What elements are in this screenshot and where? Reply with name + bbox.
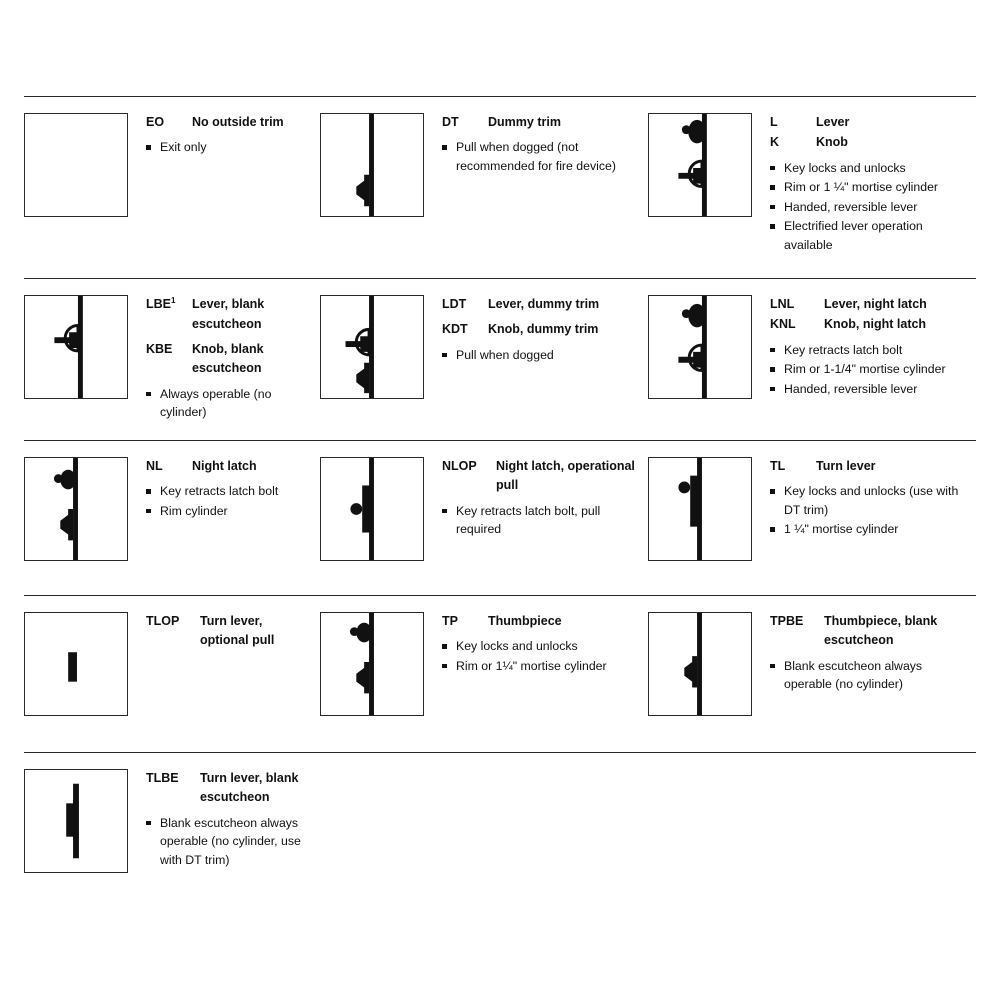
footnote-marker: 1 bbox=[171, 296, 176, 305]
trim-artwork bbox=[320, 441, 424, 561]
trim-code: K bbox=[770, 135, 780, 150]
trim-name: Dummy trim bbox=[488, 115, 561, 129]
bullet-item: Rim cylinder bbox=[146, 502, 312, 520]
trim-code: DT bbox=[442, 115, 459, 129]
trim-name: Knob, night latch bbox=[824, 317, 927, 332]
trim-artwork bbox=[320, 97, 424, 217]
trim-name: Lever bbox=[816, 115, 850, 129]
trim-bullets bbox=[146, 138, 312, 156]
turn-lever-icon bbox=[649, 458, 751, 560]
trim-code: KDT bbox=[442, 322, 468, 337]
trim-description bbox=[128, 753, 320, 885]
trim-option-cell bbox=[24, 97, 320, 217]
trim-code-row bbox=[146, 612, 312, 651]
art-turn-lever-blank-escutcheon bbox=[24, 769, 128, 873]
thumbpiece-icon bbox=[321, 613, 423, 715]
trim-code-row bbox=[442, 320, 640, 339]
trim-name: Knob, dummy trim bbox=[488, 322, 599, 337]
bullet-item: Key locks and unlocks (use with DT trim) bbox=[770, 482, 968, 519]
trim-code: NLOP bbox=[442, 459, 477, 473]
trim-code: TPBE bbox=[770, 614, 804, 628]
trim-artwork bbox=[648, 596, 752, 716]
trim-code: EO bbox=[146, 115, 165, 129]
trim-artwork bbox=[24, 753, 128, 873]
trim-code: TLBE bbox=[146, 771, 179, 785]
bullet-item: 1 ¼" mortise cylinder bbox=[770, 520, 968, 538]
art-dummy-trim bbox=[320, 113, 424, 217]
trim-description bbox=[128, 279, 320, 438]
trim-name: Knob, blank escutcheon bbox=[192, 341, 264, 376]
trim-option-cell bbox=[24, 753, 320, 885]
trim-code-row bbox=[770, 133, 968, 152]
trim-code: TLOP bbox=[146, 614, 180, 628]
trim-code: LNL bbox=[770, 297, 795, 311]
trim-code-row bbox=[146, 113, 312, 132]
trim-code-row bbox=[770, 315, 968, 334]
trim-bullets bbox=[442, 346, 640, 364]
bullet-item: Electrified lever operation available bbox=[770, 217, 968, 254]
bullet-item: Blank escutcheon always operable (no cylinder, use with DT trim) bbox=[146, 814, 312, 869]
thumbpiece-blank-escutcheon-icon bbox=[649, 613, 751, 715]
trim-description bbox=[752, 279, 976, 414]
trim-artwork bbox=[24, 97, 128, 217]
trim-name: Knob bbox=[816, 135, 848, 150]
trim-artwork bbox=[24, 596, 128, 716]
trim-code: TP bbox=[442, 614, 458, 628]
trim-description bbox=[128, 441, 320, 536]
trim-code-row bbox=[770, 612, 968, 651]
trim-option-cell bbox=[320, 596, 648, 716]
trim-option-cell bbox=[648, 97, 976, 270]
trim-artwork bbox=[648, 279, 752, 399]
trim-name: Thumbpiece bbox=[488, 614, 562, 628]
trim-description bbox=[752, 441, 976, 555]
bullet-item: Key locks and unlocks bbox=[442, 637, 640, 655]
art-lever-cylinder bbox=[648, 113, 752, 217]
trim-name: Night latch, operational pull bbox=[496, 459, 635, 493]
bullet-item: Always operable (no cylinder) bbox=[146, 385, 312, 422]
trim-option-cell bbox=[648, 279, 976, 414]
trim-bullets bbox=[770, 159, 968, 254]
trim-code-row bbox=[770, 457, 968, 476]
trim-name: Turn lever, blank escutcheon bbox=[200, 771, 299, 805]
trim-artwork bbox=[24, 441, 128, 561]
bullet-item: Handed, reversible lever bbox=[770, 380, 968, 398]
night-latch-op-pull-icon bbox=[321, 458, 423, 560]
trim-description bbox=[128, 596, 320, 652]
chart-row bbox=[24, 278, 976, 438]
art-lever-night-latch bbox=[648, 295, 752, 399]
trim-name: Lever, night latch bbox=[824, 297, 927, 311]
bullet-item: Pull when dogged (not recommended for fire device) bbox=[442, 138, 640, 175]
trim-bullets bbox=[770, 341, 968, 398]
trim-option-cell bbox=[320, 97, 648, 217]
trim-description bbox=[752, 596, 976, 710]
trim-description bbox=[424, 97, 648, 191]
lever-cylinder-icon bbox=[649, 114, 751, 216]
trim-code: TL bbox=[770, 459, 786, 473]
bullet-item: Pull when dogged bbox=[442, 346, 640, 364]
chart-row bbox=[24, 96, 976, 270]
trim-name: Turn lever, optional pull bbox=[200, 614, 275, 648]
bullet-item: Exit only bbox=[146, 138, 312, 156]
turn-lever-blank-escutcheon-icon bbox=[25, 770, 127, 872]
trim-option-cell bbox=[648, 441, 976, 561]
trim-description bbox=[128, 97, 320, 173]
trim-code: LBE$^1$ bbox=[146, 296, 176, 312]
night-latch-icon bbox=[25, 458, 127, 560]
trim-code-row bbox=[442, 295, 640, 314]
bullet-item: Rim or 1 ¼" mortise cylinder bbox=[770, 178, 968, 196]
trim-code-row bbox=[442, 113, 640, 132]
trim-option-cell bbox=[320, 441, 648, 561]
art-thumbpiece bbox=[320, 612, 424, 716]
dummy-trim-icon bbox=[321, 114, 423, 216]
trim-name: Night latch bbox=[192, 459, 257, 473]
trim-artwork bbox=[648, 97, 752, 217]
bullet-item: Handed, reversible lever bbox=[770, 198, 968, 216]
lever-dummy-trim-icon bbox=[321, 296, 423, 398]
trim-code: LDT bbox=[442, 297, 467, 311]
trim-artwork bbox=[24, 279, 128, 399]
lever-blank-escutcheon-icon bbox=[25, 296, 127, 398]
chart-row bbox=[24, 752, 976, 885]
trim-code-row bbox=[146, 340, 312, 379]
bullet-item: Blank escutcheon always operable (no cylinder) bbox=[770, 657, 968, 694]
trim-option-cell bbox=[24, 596, 320, 716]
art-thumbpiece-blank-escutcheon bbox=[648, 612, 752, 716]
trim-code: NL bbox=[146, 459, 163, 473]
trim-option-cell bbox=[24, 441, 320, 561]
art-turn-lever-optional-pull bbox=[24, 612, 128, 716]
bullet-item: Key retracts latch bolt bbox=[146, 482, 312, 500]
art-lever-dummy-trim bbox=[320, 295, 424, 399]
art-blank bbox=[24, 113, 128, 217]
trim-description bbox=[752, 97, 976, 270]
trim-option-cell bbox=[24, 279, 320, 438]
trim-name: Lever, dummy trim bbox=[488, 297, 600, 311]
bullet-item: Key retracts latch bolt bbox=[770, 341, 968, 359]
trim-code-row bbox=[770, 113, 968, 132]
bullet-item: Rim or 1¼" mortise cylinder bbox=[442, 657, 640, 675]
turn-lever-optional-pull-icon bbox=[25, 613, 127, 715]
trim-code: KNL bbox=[770, 317, 796, 332]
trim-bullets bbox=[146, 814, 312, 869]
trim-code-row bbox=[146, 457, 312, 476]
trim-name: Thumbpiece, blank escutcheon bbox=[824, 614, 938, 648]
trim-bullets bbox=[770, 657, 968, 694]
trim-bullets bbox=[442, 502, 640, 539]
bullet-item: Key locks and unlocks bbox=[770, 159, 968, 177]
trim-code-row bbox=[442, 612, 640, 631]
trim-bullets bbox=[442, 637, 640, 675]
trim-code-row bbox=[146, 295, 312, 334]
art-turn-lever bbox=[648, 457, 752, 561]
trim-code: KBE bbox=[146, 341, 173, 356]
art-lever-blank-escutcheon bbox=[24, 295, 128, 399]
chart-row bbox=[24, 595, 976, 716]
trim-artwork bbox=[320, 279, 424, 399]
trim-description bbox=[424, 279, 648, 380]
art-night-latch-operational-pull bbox=[320, 457, 424, 561]
trim-name: Turn lever bbox=[816, 459, 876, 473]
trim-bullets bbox=[770, 482, 968, 538]
trim-option-cell bbox=[648, 596, 976, 716]
trim-description bbox=[424, 596, 648, 691]
trim-artwork bbox=[320, 596, 424, 716]
chart-row bbox=[24, 440, 976, 561]
trim-bullets bbox=[442, 138, 640, 175]
trim-code-row bbox=[442, 457, 640, 496]
bullet-item: Key retracts latch bolt, pull required bbox=[442, 502, 640, 539]
trim-name: No outside trim bbox=[192, 115, 284, 129]
trim-bullets bbox=[146, 482, 312, 520]
art-night-latch bbox=[24, 457, 128, 561]
lever-night-latch-icon bbox=[649, 296, 751, 398]
trim-code-row bbox=[770, 295, 968, 314]
trim-description bbox=[424, 441, 648, 555]
trim-artwork bbox=[648, 441, 752, 561]
trim-code: L bbox=[770, 115, 778, 129]
trim-bullets bbox=[146, 385, 312, 422]
trim-option-cell bbox=[320, 279, 648, 399]
trim-name: Lever, blank escutcheon bbox=[192, 297, 265, 331]
trim-code-row bbox=[146, 769, 312, 808]
bullet-item: Rim or 1-1/4" mortise cylinder bbox=[770, 360, 968, 378]
